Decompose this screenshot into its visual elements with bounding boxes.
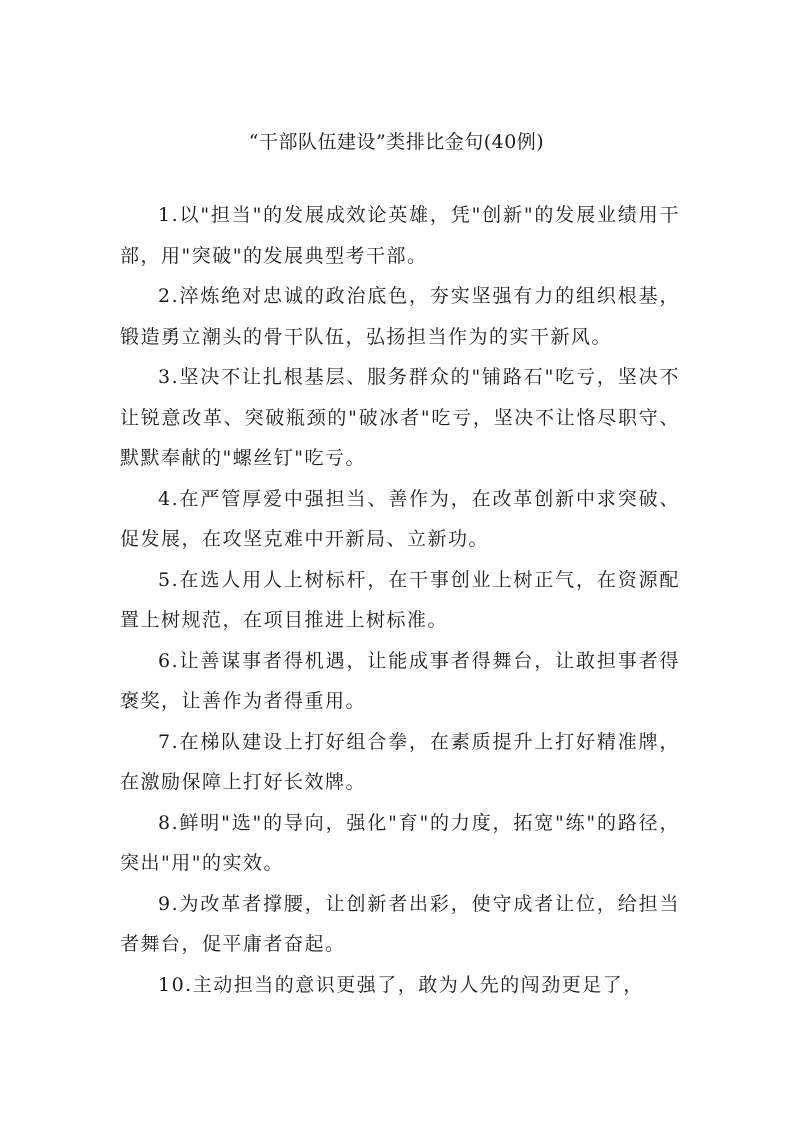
document-title: “干部队伍建设”类排比金句(40例) bbox=[248, 131, 545, 153]
paragraph-5: 5.在选人用人上树标杆，在干事创业上树正气，在资源配置上树规范，在项目推进上树标准。 bbox=[120, 568, 680, 631]
paragraph-4: 4.在严管厚爱中强担当、善作为，在改革创新中求突破、促发展，在攻坚克难中开新局、立新功。 bbox=[120, 487, 680, 550]
document-body bbox=[120, 195, 680, 1005]
paragraph-2: 2.淬炼绝对忠诚的政治底色，夯实坚强有力的组织根基，锻造勇立潮头的骨干队伍，弘扬担当作为的实干新风。 bbox=[120, 285, 680, 348]
paragraph-10: 10.主动担当的意识更强了，敢为人先的闯劲更足了， bbox=[158, 973, 644, 996]
paragraph-9: 9.为改革者撑腰，让创新者出彩，使守成者让位，给担当者舞台，促平庸者奋起。 bbox=[120, 892, 680, 955]
paragraph-3: 3.坚决不让扎根基层、服务群众的"铺路石"吃亏，坚决不让锐意改革、突破瓶颈的"破冰者"吃亏，坚决不让恪尽职守、默默奉献的"螺丝钉"吃亏。 bbox=[120, 366, 680, 469]
paragraph-7: 7.在梯队建设上打好组合拳，在素质提升上打好精准牌，在激励保障上打好长效牌。 bbox=[120, 730, 680, 793]
paragraph-6: 6.让善谋事者得机遇，让能成事者得舞台，让敢担事者得褒奖，让善作为者得重用。 bbox=[120, 649, 680, 712]
paragraph-8: 8.鲜明"选"的导向，强化"育"的力度，拓宽"练"的路径，突出"用"的实效。 bbox=[120, 811, 680, 874]
paragraph-1: 1.以"担当"的发展成效论英雄，凭"创新"的发展业绩用干部，用"突破"的发展典型考干部。 bbox=[120, 204, 680, 267]
